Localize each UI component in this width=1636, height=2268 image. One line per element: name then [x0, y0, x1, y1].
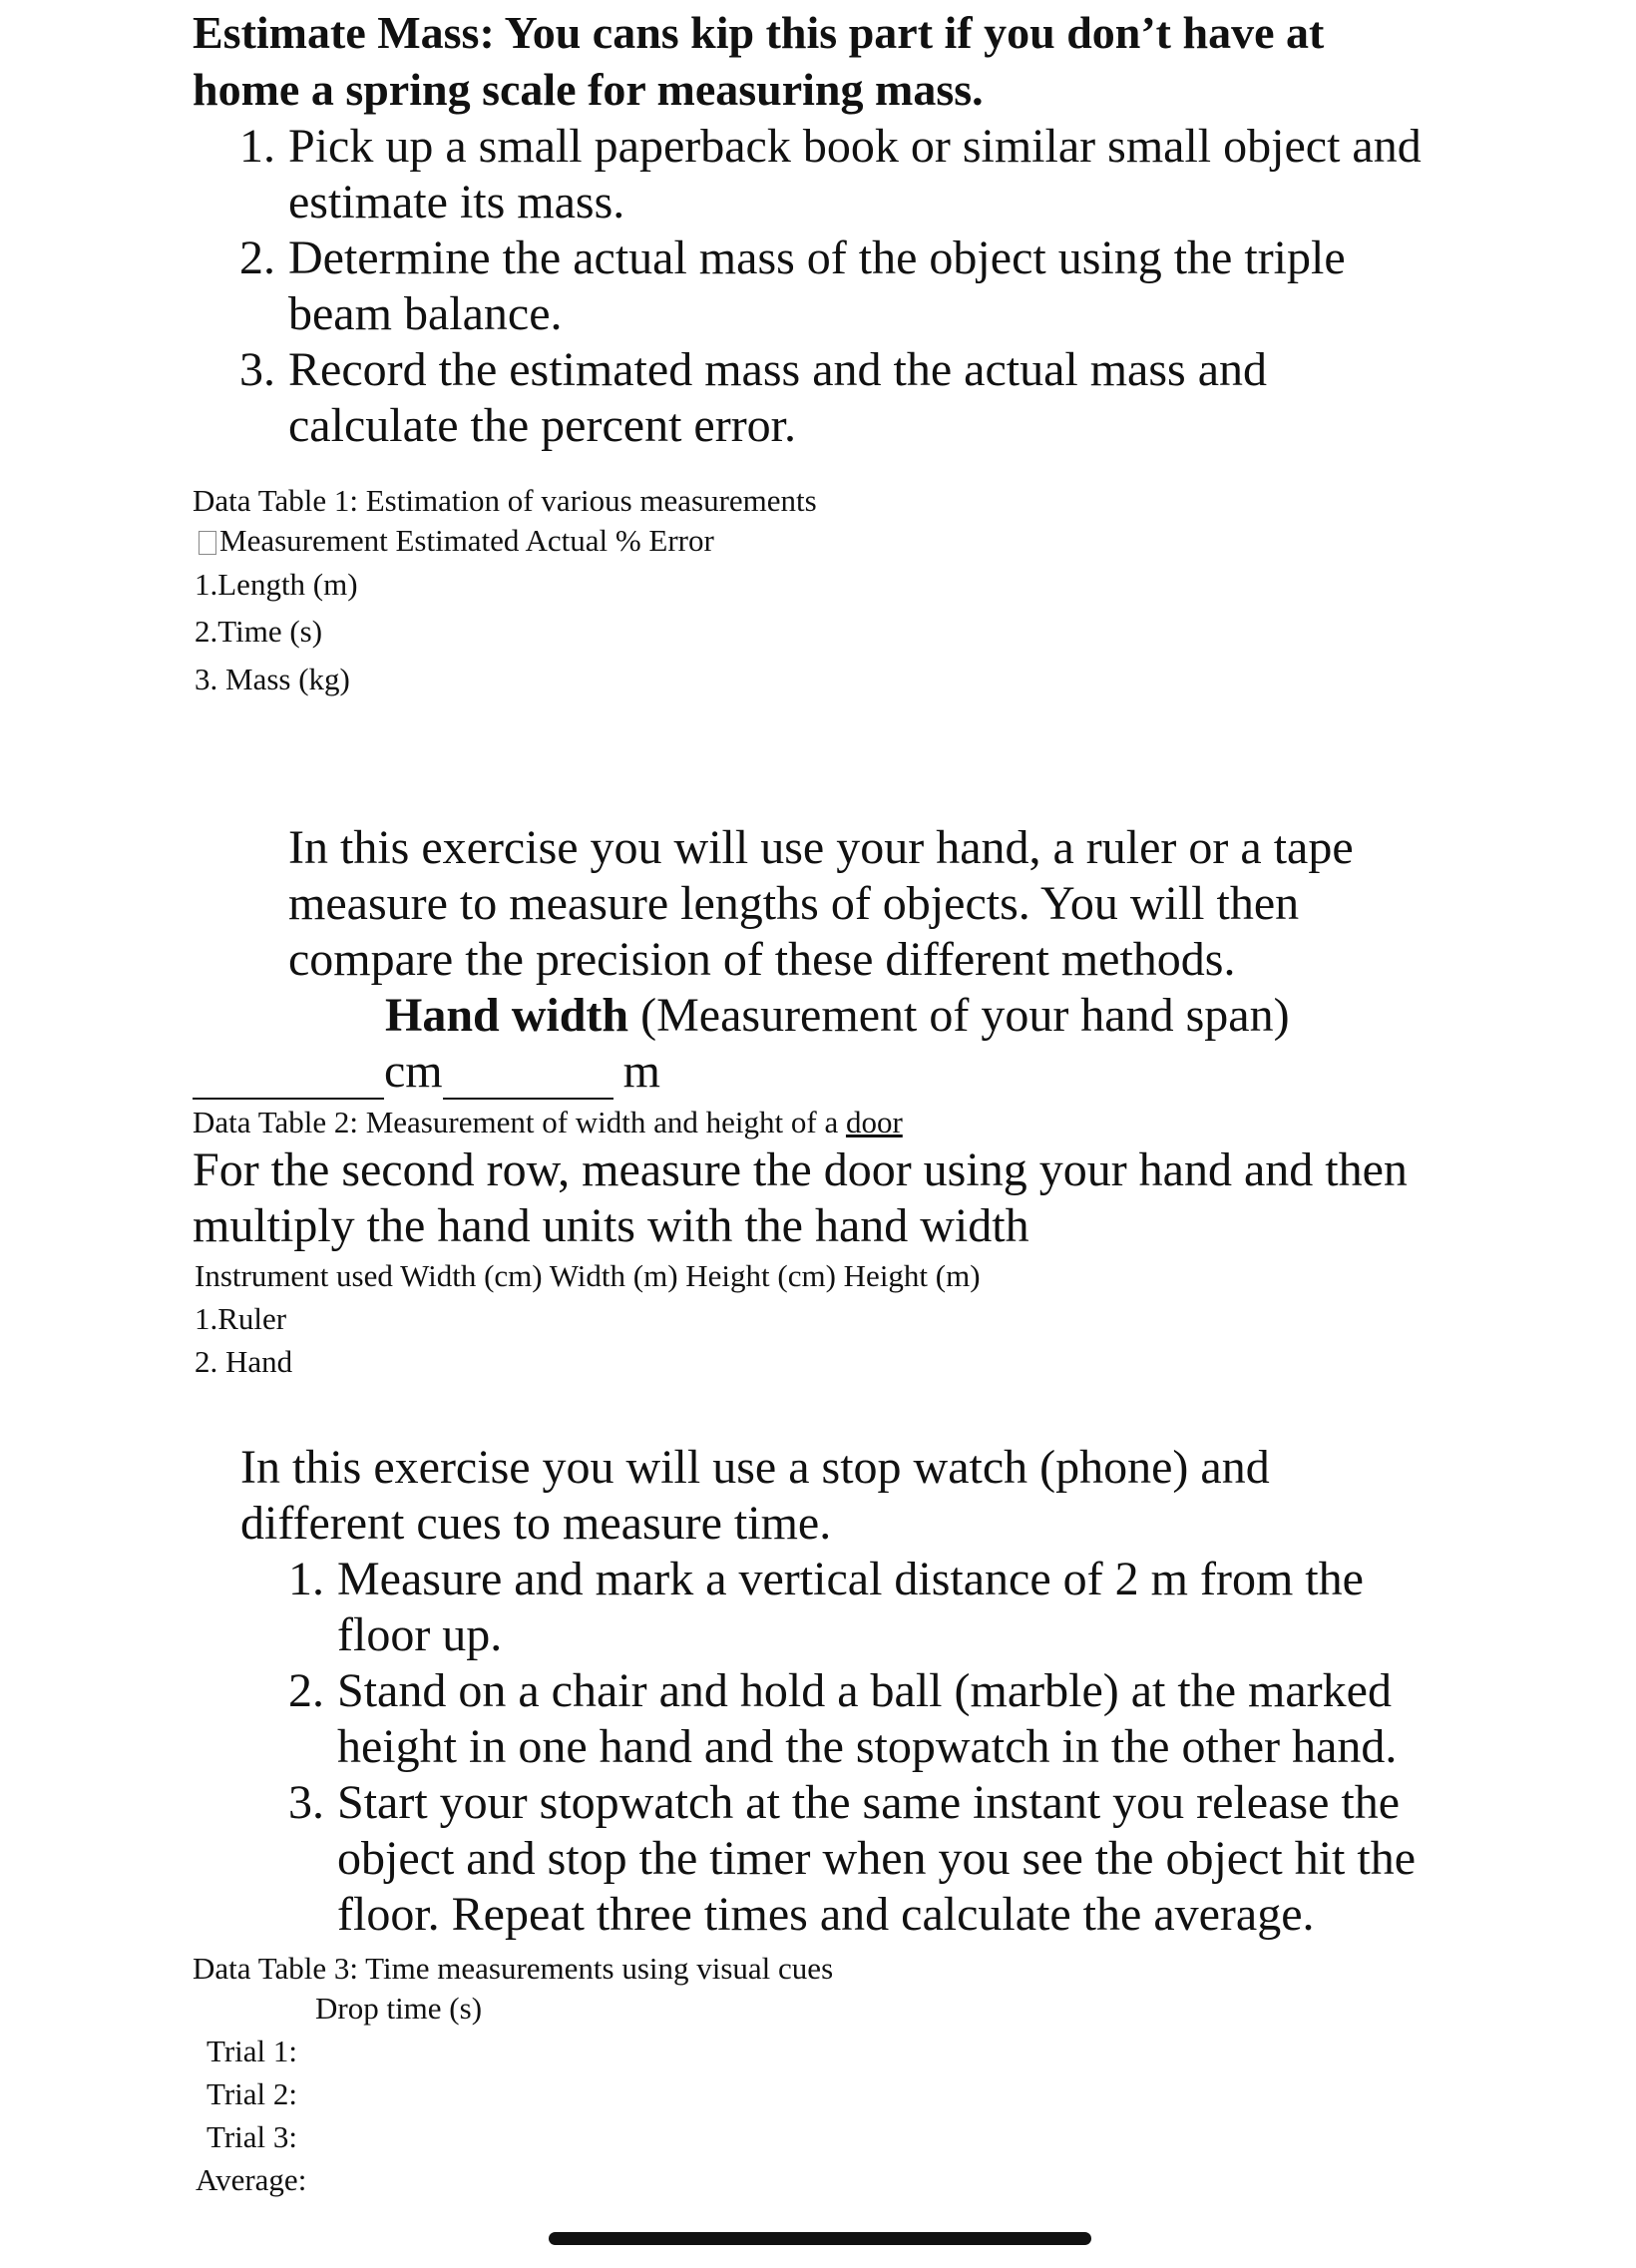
time-step-1-line-1: Measure and mark a vertical distance of 2 m from the [337, 1553, 1364, 1605]
time-step-3-line-2: object and stop the timer when you see the object hit the [337, 1832, 1417, 1885]
door-link[interactable]: door [845, 1105, 903, 1139]
mass-step-1-line-2: estimate its mass. [288, 176, 625, 228]
length-intro-line-1: In this exercise you will use your hand, a ruler or a tape [288, 821, 1354, 874]
time-step-2-number: 2. [288, 1664, 324, 1717]
hand-width-cm-blank[interactable] [193, 1058, 384, 1100]
table-1-header-text: Measurement Estimated Actual % Error [219, 523, 714, 558]
mass-step-2-number: 2. [239, 231, 275, 284]
length-intro-line-3: compare the precision of these different methods. [288, 933, 1236, 986]
hand-width-description: (Measurement of your hand span) [628, 989, 1290, 1042]
time-step-2-line-1: Stand on a chair and hold a ball (marble) at the marked [337, 1664, 1392, 1717]
mass-heading-line-1: Estimate Mass: You cans kip this part if you don’t have at [193, 7, 1325, 58]
time-step-1-number: 1. [288, 1553, 324, 1605]
missing-glyph-box-icon [199, 531, 216, 555]
table-2-caption-text: Data Table 2: Measurement of width and height of a [193, 1105, 846, 1139]
time-step-1-line-2: floor up. [337, 1608, 503, 1661]
table-2-row-hand: 2. Hand [195, 1344, 293, 1379]
hand-width-label: Hand width [385, 989, 629, 1042]
mass-step-3-number: 3. [239, 343, 275, 396]
length-intro-line-2: measure to measure lengths of objects. You will then [288, 877, 1300, 930]
mass-step-3-line-2: calculate the percent error. [288, 399, 797, 452]
table-2-row-ruler: 1.Ruler [195, 1301, 287, 1336]
table-3-header: Drop time (s) [315, 1991, 483, 2026]
time-step-3-line-3: floor. Repeat three times and calculate the average. [337, 1888, 1315, 1941]
table-3-row-trial-2: Trial 2: [206, 2076, 298, 2111]
table-1-caption: Data Table 1: Estimation of various measurements [193, 483, 817, 518]
table-3-caption: Data Table 3: Time measurements using visual cues [193, 1951, 834, 1986]
time-step-3-line-1: Start your stopwatch at the same instant you release the [337, 1776, 1401, 1829]
mass-step-1-line-1: Pick up a small paperback book or similar small object and [288, 120, 1422, 173]
table-3-row-trial-1: Trial 1: [206, 2034, 298, 2068]
time-step-3-number: 3. [288, 1776, 324, 1829]
mass-step-2-line-2: beam balance. [288, 287, 563, 340]
hand-width-m-blank[interactable] [443, 1058, 614, 1100]
table-2-header: Instrument used Width (cm) Width (m) Height (cm) Height (m) [195, 1258, 981, 1293]
unit-m-label: m [622, 1045, 660, 1098]
mass-heading-line-2: home a spring scale for measuring mass. [193, 64, 984, 115]
table-2-caption [193, 1104, 903, 1141]
time-intro-line-2: different cues to measure time. [240, 1497, 832, 1550]
table-3-row-average: Average: [196, 2162, 307, 2197]
unit-cm-label: cm [384, 1045, 443, 1098]
time-intro-line-1: In this exercise you will use a stop watch (phone) and [240, 1441, 1270, 1494]
table-2-note-line-2: multiply the hand units with the hand width [193, 1199, 1029, 1252]
table-1-row-length: 1.Length (m) [195, 567, 358, 602]
table-1-row-time: 2.Time (s) [195, 614, 323, 649]
mass-step-2-line-1: Determine the actual mass of the object using the triple [288, 231, 1346, 284]
mass-step-3-line-1: Record the estimated mass and the actual mass and [288, 343, 1268, 396]
hand-width-answer-line [193, 1044, 660, 1100]
table-2-note-line-1: For the second row, measure the door using your hand and then [193, 1143, 1408, 1196]
mass-step-1-number: 1. [239, 120, 275, 173]
table-1-row-mass: 3. Mass (kg) [195, 662, 350, 696]
hand-width-line [385, 988, 1290, 1044]
home-indicator-bar[interactable] [549, 2232, 1091, 2245]
table-1-header [199, 522, 714, 560]
table-3-row-trial-3: Trial 3: [206, 2119, 298, 2154]
time-step-2-line-2: height in one hand and the stopwatch in the other hand. [337, 1720, 1398, 1773]
